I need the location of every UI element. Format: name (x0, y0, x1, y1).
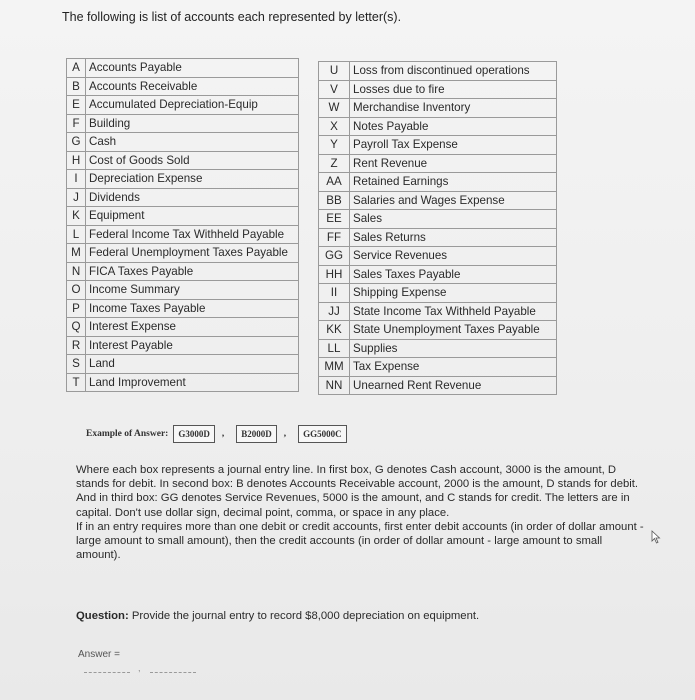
account-row (319, 284, 557, 303)
account-name: Cost of Goods Sold (86, 151, 299, 170)
question-text: Provide the journal entry to record $8,000 depreciation on equipment. (131, 610, 480, 622)
account-code: I (67, 170, 86, 189)
account-code: FF (319, 228, 350, 247)
account-code: LL (319, 339, 350, 358)
account-code: H (67, 151, 86, 170)
account-row (67, 299, 299, 318)
example-label: Example of Answer: (86, 429, 169, 439)
account-code: Z (319, 154, 350, 173)
account-name: Cash (86, 133, 299, 152)
account-name: Sales Taxes Payable (350, 265, 557, 284)
account-name: Service Revenues (350, 247, 557, 266)
account-name: Federal Income Tax Withheld Payable (86, 225, 299, 244)
account-row (319, 173, 557, 192)
account-name: Land Improvement (86, 373, 299, 392)
instructions-paragraph: Where each box represents a journal entry line. In first box, G denotes Cash account, 3000 is the amount, D stands for debit. In second box: B denotes Accounts Receivable account, 2000 is the amount, D stands for debit. And in third box: GG denotes Service Revenues, 5000 is the amount, and C stands for credit. The letters are in capital. Don't use dollar sign, decimal point, comma, or space in any place. (76, 464, 639, 519)
account-row (319, 358, 557, 377)
accounts-table-right (318, 61, 557, 395)
answer-input-2[interactable] (150, 672, 196, 673)
account-row (67, 262, 299, 281)
account-code: A (67, 59, 86, 78)
account-name: Income Summary (86, 281, 299, 300)
account-code: AA (319, 173, 350, 192)
example-answer (86, 425, 347, 443)
account-name: Notes Payable (350, 117, 557, 136)
account-row (319, 62, 557, 81)
account-row (319, 339, 557, 358)
account-name: Retained Earnings (350, 173, 557, 192)
example-separator: , (283, 429, 287, 439)
account-code: Y (319, 136, 350, 155)
account-name: Merchandise Inventory (350, 99, 557, 118)
account-row (319, 154, 557, 173)
account-code: JJ (319, 302, 350, 321)
account-name: Accounts Payable (86, 59, 299, 78)
account-name: Accounts Receivable (86, 77, 299, 96)
account-row (319, 210, 557, 229)
account-name: Unearned Rent Revenue (350, 376, 557, 395)
account-code: S (67, 355, 86, 374)
instructions (76, 463, 646, 562)
account-row (319, 265, 557, 284)
account-code: P (67, 299, 86, 318)
account-name: Building (86, 114, 299, 133)
account-code: E (67, 96, 86, 115)
answer-label: Answer = (78, 649, 120, 660)
account-row (67, 188, 299, 207)
account-code: M (67, 244, 86, 263)
account-code: B (67, 77, 86, 96)
account-name: Dividends (86, 188, 299, 207)
account-row (319, 247, 557, 266)
account-code: W (319, 99, 350, 118)
question (76, 610, 479, 622)
account-code: X (319, 117, 350, 136)
account-code: G (67, 133, 86, 152)
account-row (67, 151, 299, 170)
account-row (319, 80, 557, 99)
account-name: Losses due to fire (350, 80, 557, 99)
account-code: U (319, 62, 350, 81)
account-name: Depreciation Expense (86, 170, 299, 189)
account-row (67, 318, 299, 337)
account-row (67, 244, 299, 263)
account-name: FICA Taxes Payable (86, 262, 299, 281)
account-code: Q (67, 318, 86, 337)
account-row (319, 136, 557, 155)
account-code: R (67, 336, 86, 355)
account-code: V (319, 80, 350, 99)
account-row (67, 355, 299, 374)
account-name: Loss from discontinued operations (350, 62, 557, 81)
account-code: F (67, 114, 86, 133)
account-row (67, 281, 299, 300)
account-name: Shipping Expense (350, 284, 557, 303)
account-row (319, 117, 557, 136)
account-row (319, 321, 557, 340)
account-row (67, 114, 299, 133)
answer-input-1[interactable] (84, 672, 130, 673)
account-name: Payroll Tax Expense (350, 136, 557, 155)
example-box: G3000D (173, 425, 215, 443)
question-label: Question: (76, 610, 129, 622)
account-row (67, 77, 299, 96)
account-name: Federal Unemployment Taxes Payable (86, 244, 299, 263)
example-box: GG5000C (298, 425, 347, 443)
account-row (67, 207, 299, 226)
accounts-table-left (66, 58, 299, 392)
account-name: Tax Expense (350, 358, 557, 377)
account-code: J (67, 188, 86, 207)
account-row (67, 336, 299, 355)
account-row (67, 170, 299, 189)
example-separator: , (221, 429, 225, 439)
account-code: T (67, 373, 86, 392)
account-name: Accumulated Depreciation-Equip (86, 96, 299, 115)
account-row (67, 373, 299, 392)
account-name: Interest Expense (86, 318, 299, 337)
account-name: State Unemployment Taxes Payable (350, 321, 557, 340)
account-row (67, 96, 299, 115)
account-code: K (67, 207, 86, 226)
account-code: HH (319, 265, 350, 284)
account-row (319, 376, 557, 395)
intro-text: The following is list of accounts each represented by letter(s). (62, 10, 402, 24)
account-name: Interest Payable (86, 336, 299, 355)
account-row (67, 133, 299, 152)
account-name: Sales Returns (350, 228, 557, 247)
account-name: Salaries and Wages Expense (350, 191, 557, 210)
account-code: MM (319, 358, 350, 377)
account-code: NN (319, 376, 350, 395)
account-row (319, 228, 557, 247)
account-code: KK (319, 321, 350, 340)
account-row (319, 191, 557, 210)
account-row (319, 302, 557, 321)
account-name: Rent Revenue (350, 154, 557, 173)
account-name: Sales (350, 210, 557, 229)
account-code: N (67, 262, 86, 281)
account-row (319, 99, 557, 118)
account-name: Supplies (350, 339, 557, 358)
account-code: O (67, 281, 86, 300)
answer-separator: , (138, 663, 141, 673)
account-name: Income Taxes Payable (86, 299, 299, 318)
mouse-cursor-icon (651, 530, 661, 544)
account-name: Land (86, 355, 299, 374)
account-row (67, 225, 299, 244)
instructions-paragraph: If in an entry requires more than one debit or credit accounts, first enter debit accounts (in order of dollar amount - large amount to small amount), then the credit accounts (in order of dollar amount - large amount to small amount). (76, 520, 644, 562)
account-code: BB (319, 191, 350, 210)
account-code: L (67, 225, 86, 244)
example-box: B2000D (236, 425, 277, 443)
account-code: GG (319, 247, 350, 266)
account-code: EE (319, 210, 350, 229)
account-row (67, 59, 299, 78)
account-name: State Income Tax Withheld Payable (350, 302, 557, 321)
account-code: II (319, 284, 350, 303)
account-name: Equipment (86, 207, 299, 226)
